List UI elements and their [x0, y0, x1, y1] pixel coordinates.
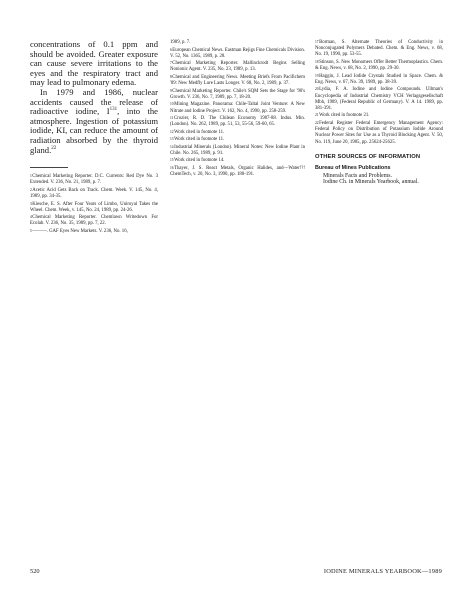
footnote-number: 21: [315, 113, 319, 118]
footnote-text: 1989, p. 7.: [170, 40, 191, 45]
bureau-publications-subheading: Bureau of Mines Publications: [315, 164, 391, 171]
footnote-number: 13: [170, 137, 174, 142]
footnotes-left: [30, 174, 158, 235]
footnote-text: Chemical Marketing Reporter. D.C. Currents: Red Dye No. 3 Extended. V. 236, No. 21, 1989, p. 7.: [30, 174, 158, 186]
body-paragraph-1: concentrations of 0.1 ppm and should be avoided. Greater exposure can cause severe irritations to the eyes and the respiratory tract and may lead to pulmonary edema.: [30, 39, 158, 88]
footnote: [170, 145, 305, 157]
footnote: [170, 158, 305, 164]
footnote: [30, 174, 158, 186]
footnote-number: 10: [170, 102, 174, 107]
footnote-text: Federal Register Federal Emergency Management Agency: Federal Policy on Distribution of Potassium Iodide Around Nuclear Power Sites for Use as a Thyroid Blocking Agent. V. 50, No. 119, June 20, 1985, pp. 25624-25625.: [315, 120, 443, 145]
other-sources-list: [315, 173, 443, 186]
footnote-text: Mining Magazine. Panorama: Chile-Taltal Joint Venture: A New Nitrate and Iodine Project. V. 162, No. 4, 1990, pp. 258-259.: [170, 102, 305, 114]
footnote-number: 12: [170, 129, 174, 134]
footnote: [315, 60, 443, 72]
footnote-text: Work cited in footnote 11.: [174, 137, 225, 143]
footnote-text: Work cited in footnote 11.: [174, 129, 225, 135]
body-text: [30, 40, 158, 155]
footnote: [30, 202, 158, 214]
footnote: [170, 48, 305, 60]
footnote-number: 20: [315, 87, 319, 92]
footnote-text: European Chemical News. Eastman Rejigs Fine Chemicals Division. V. 52, No. 1365, 1989, p. 28.: [170, 47, 305, 59]
page-number: 520: [30, 568, 40, 575]
footnote-number: 11: [170, 116, 174, 121]
footnote-reference-22: 22: [51, 145, 57, 151]
footnote-number: 22: [315, 120, 319, 125]
footnote-text: Work cited in footnote 21.: [319, 113, 370, 119]
footnote-text: Chemical Marketing Reporter. Chile's SQM Sets the Stage for '90's Growth. V. 236, No. 7, 1989, pp. 7, 18-20.: [170, 88, 305, 100]
footnote: [30, 188, 158, 200]
footnote-number: 19: [315, 73, 319, 78]
column-right: [315, 40, 443, 186]
footnote: [315, 40, 443, 59]
column-left: [30, 40, 158, 236]
footnotes-middle: [170, 40, 305, 178]
footnote-number: 16: [170, 165, 174, 170]
footnote-text: Lydia, F. A. Iodine and Iodine Compounds. Ullman's Encyclopedia of Industrial Chemistry VCH Verlagsgesellschaft Mbh, 1989, (Federal Republic of Germany). V. A 14. 1989, pp. 381-391.: [315, 87, 443, 111]
footnote: [170, 137, 305, 143]
footnote: [170, 116, 305, 128]
footnote: [315, 121, 443, 146]
footnote-number: 7: [170, 61, 172, 66]
running-title: IODINE MINERALS YEARBOOK—1989: [323, 568, 442, 575]
footnote: [170, 75, 305, 87]
footnote-text: Kiesche, E. S. After Four Years of Limbo, Uniroyal Takes the Wheel. Chem. Week, v. 145, No. 24, 1989, pp. 24-26.: [30, 201, 158, 213]
body-paragraph-2: [30, 88, 158, 155]
source-item: Minerals Facts and Problems.: [323, 172, 392, 179]
body-paragraph-2-part-b: , into the atmosphere. Ingestion of potassium iodide, KI, can reduce the amount of radiation absorbed by the thyroid gland.: [30, 106, 158, 155]
footnote-rule: [30, 167, 68, 168]
footnote: [315, 87, 443, 112]
body-paragraph-2-part-a: In 1979 and 1986, nuclear accidents caused the release of radioactive iodine, I: [30, 86, 158, 117]
footnote-text: Chemical Marketing Reporter. Mallinckrodt Begins Selling Nonionic Agent. V. 235, No. 23, 1989, p. 13.: [170, 61, 305, 73]
footnote-number: 15: [170, 158, 174, 163]
footnote-text: Industrial Minerals (London). Mineral Notes: New Iodine Plant in Chile. No. 265, 1989, p. 91.: [170, 144, 305, 156]
source-item: Iodine Ch. in Minerals Yearbook, annual.: [323, 179, 419, 186]
footnote-number: 18: [315, 59, 319, 64]
footnote: [315, 74, 443, 86]
footnote: [30, 215, 158, 227]
footnote-number: 1: [30, 174, 32, 179]
footnote-text: Crozier, R. D. The Chilean Economy 1987-88. Indus. Min. (London). No. 262, 1989, pp. 51, 53, 55-56, 59-60, 65.: [170, 116, 305, 128]
other-sources-heading: OTHER SOURCES OF INFORMATION: [315, 153, 421, 160]
footnote-number: 6: [170, 47, 172, 52]
footnote-text: Haggin, J. Lead Iodide Crystals Studied in Space. Chem. & Eng. News, v. 67, No. 39, 1989, pp. 38-39.: [315, 73, 443, 85]
footnote-number: 17: [315, 40, 319, 44]
footnote-text: ———. GAF Eyes New Markets. V. 236, No. 16,: [32, 228, 128, 234]
footnote: [170, 130, 305, 136]
footnote-number: 3: [30, 201, 32, 206]
isotope-superscript: 131: [109, 107, 118, 113]
footnote: [170, 61, 305, 73]
page-footer: [30, 568, 442, 578]
footnote-text: Work cited in footnote 14.: [174, 158, 225, 164]
footnote-number: 5: [30, 228, 32, 233]
footnote-text: Thayer, J. S. React Metals, Organic Halides, and—Water!?! ChemTech, v. 20, No. 3, 1990, pp. 188-191.: [170, 165, 305, 178]
footnote-number: 8: [170, 74, 172, 79]
footnote: [170, 166, 305, 178]
footnote: [315, 113, 443, 119]
footnote-number: 14: [170, 144, 174, 149]
footnote-text: Chemical and Engineering News. Meeting Briefs From Pacifichem '89: New Medfly Lure Lasts Longer. V. 68, No. 2, 1989, p. 37.: [170, 74, 305, 87]
footnote-text: Acetic Acid Gets Back on Track. Chem. Week. V. 145, No. 4, 1989, pp. 34-35.: [30, 187, 158, 200]
footnote: [170, 102, 305, 114]
footnote-text: Chemical Marketing Reporter. Chemlawn Writedown For Ecolab. V. 236, No. 35, 1989, pp. 7, 22.: [30, 215, 158, 227]
footnote-number: 9: [170, 88, 172, 93]
footnote-number: 4: [30, 215, 32, 220]
footnote: [170, 40, 305, 46]
footnote-number: 2: [30, 187, 32, 192]
footnotes-right: [315, 40, 443, 146]
footnote-text: Borman, S. Alternate Theories of Conductivity in Nonconjugated Polymers Debated. Chem. & Eng. News, v. 68, No. 19, 1990, pp. 53-55.: [315, 40, 443, 58]
column-middle: [170, 40, 305, 180]
footnote-text: Stinson, S. New Monomers Offer Better Thermoplastics. Chem. & Eng. News, v. 68, No. 2, 1990, pp. 29-30.: [315, 59, 443, 72]
footnote: [30, 229, 158, 235]
footnote: [170, 89, 305, 101]
